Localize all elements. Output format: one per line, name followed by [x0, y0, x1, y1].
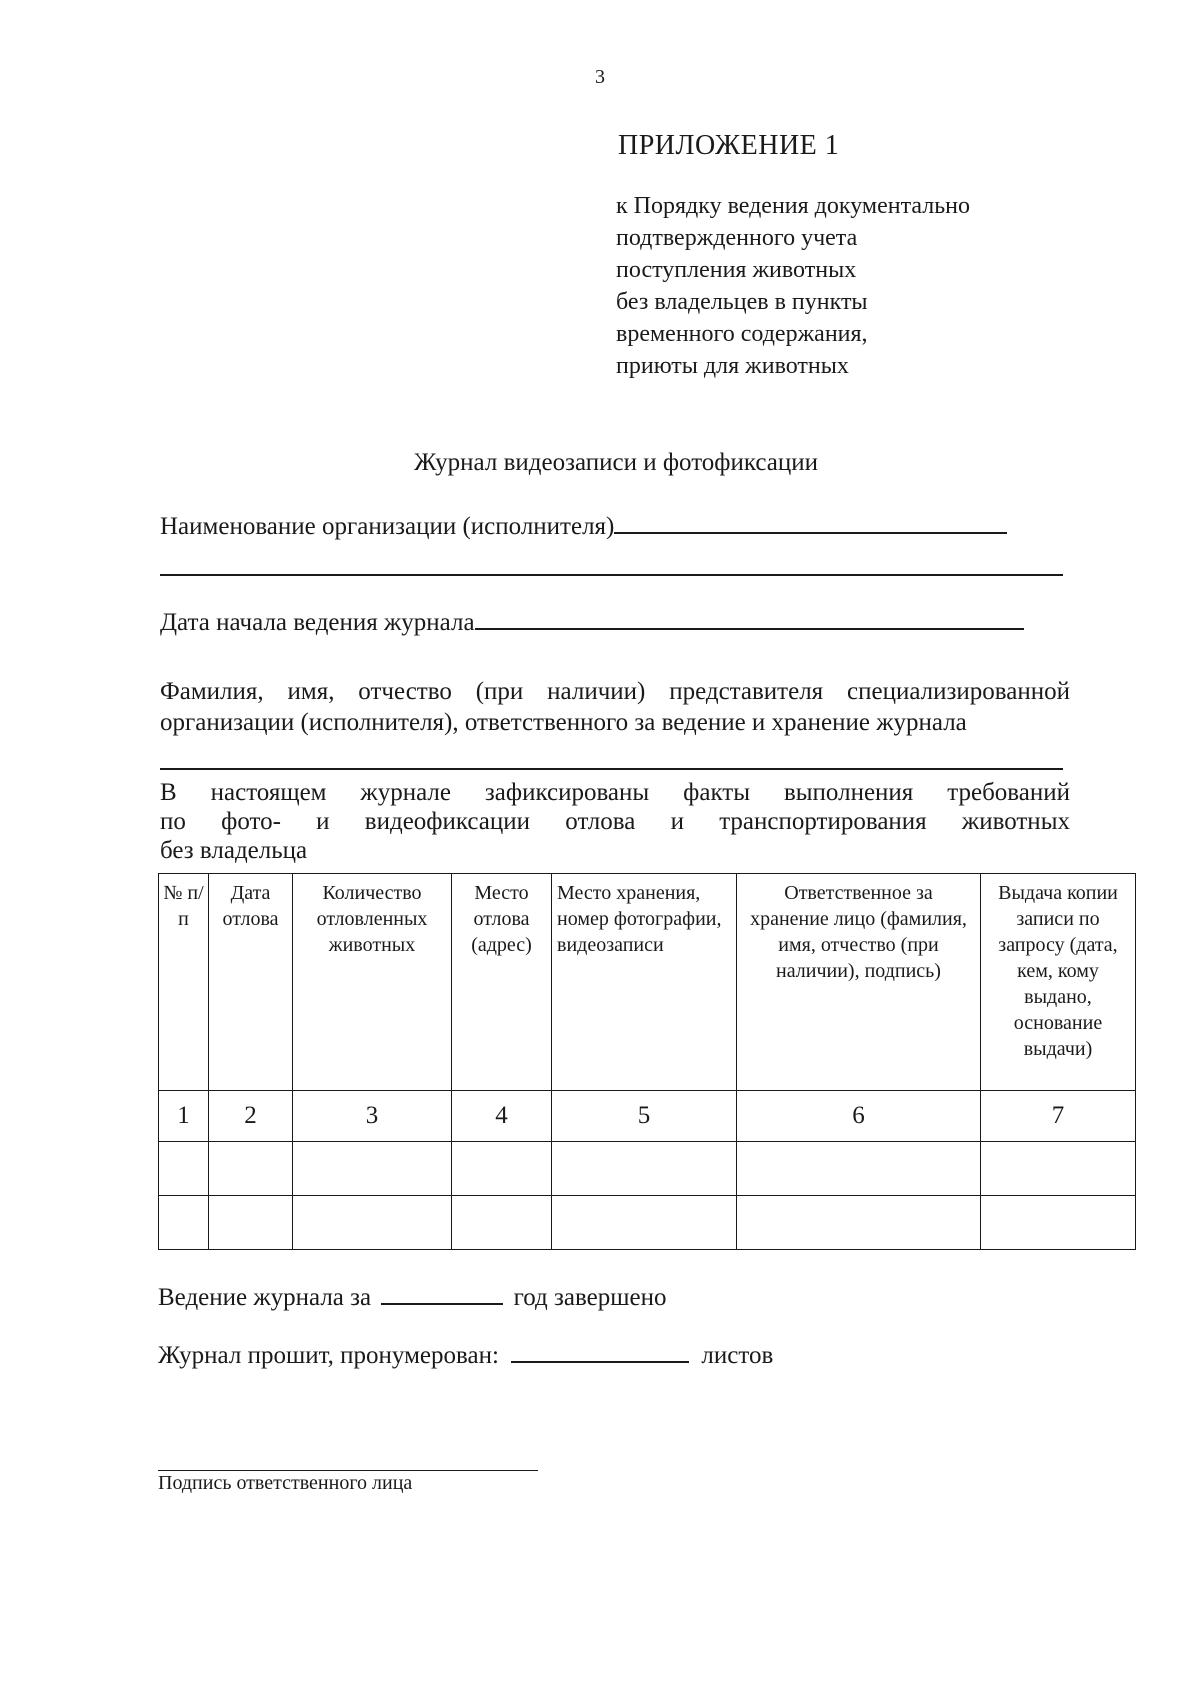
year-suffix: год завершено	[513, 1284, 667, 1311]
statement-line: по фото- и видеофиксации отлова и транспортирования животных	[160, 808, 1070, 835]
table-row	[159, 1196, 1136, 1250]
start-date-label: Дата начала ведения журнала	[160, 609, 475, 636]
table-cell[interactable]	[293, 1142, 452, 1196]
start-date-input-line[interactable]	[475, 608, 1024, 630]
table-cell[interactable]	[159, 1142, 209, 1196]
statement-line: В настоящем журнале зафиксированы факты выполнения требований	[160, 779, 1070, 806]
year-input-line[interactable]	[381, 1283, 503, 1305]
appendix-reference-line: временного содержания,	[616, 321, 868, 347]
column-number: 1	[159, 1091, 209, 1142]
responsible-person-input-line[interactable]	[160, 768, 1063, 770]
header-animal-count: Количество отловленных животных	[293, 874, 452, 1091]
appendix-reference-line: подтвержденного учета	[616, 225, 858, 251]
table-cell[interactable]	[452, 1142, 552, 1196]
sheets-count-line	[158, 1341, 773, 1370]
table-cell[interactable]	[452, 1196, 552, 1250]
responsible-label-line: организации (исполнителя), ответственного за ведение и хранение журнала	[160, 709, 967, 736]
column-number: 2	[209, 1091, 293, 1142]
header-copy-issue: Выдача копии записи по запросу (дата, кем, кому выдано, основание выдачи)	[981, 874, 1136, 1091]
table-cell[interactable]	[737, 1196, 981, 1250]
header-storage-place: Место хранения, номер фотографии, видеозаписи	[552, 874, 737, 1091]
journal-statement	[160, 778, 1070, 865]
table-cell[interactable]	[552, 1142, 737, 1196]
page-number: 3	[595, 66, 605, 88]
start-date-field	[160, 608, 1024, 637]
organization-field	[160, 512, 1007, 541]
organization-continuation-line[interactable]	[160, 574, 1063, 576]
table-column-numbers-row	[159, 1091, 1136, 1142]
table-cell[interactable]	[209, 1142, 293, 1196]
responsible-label-line: Фамилия, имя, отчество (при наличии) представителя специализированной	[160, 678, 1070, 705]
journal-year-line	[158, 1283, 666, 1312]
organization-label: Наименование организации (исполнителя)	[160, 513, 615, 540]
signature-line[interactable]	[158, 1470, 538, 1471]
table-cell[interactable]	[159, 1196, 209, 1250]
table-cell[interactable]	[981, 1142, 1136, 1196]
header-number: № п/п	[159, 874, 209, 1091]
appendix-reference	[616, 190, 970, 382]
appendix-reference-line: поступления животных	[616, 257, 857, 283]
sheets-suffix: листов	[701, 1342, 774, 1369]
appendix-reference-line: приюты для животных	[616, 353, 849, 379]
header-capture-place: Место отлова (адрес)	[452, 874, 552, 1091]
journal-title: Журнал видеозаписи и фотофиксации	[413, 449, 819, 476]
sheets-prefix: Журнал прошит, пронумерован:	[158, 1342, 499, 1369]
signature-caption: Подпись ответственного лица	[158, 1472, 413, 1494]
column-number: 5	[552, 1091, 737, 1142]
table-cell[interactable]	[981, 1196, 1136, 1250]
column-number: 4	[452, 1091, 552, 1142]
sheets-input-line[interactable]	[511, 1341, 689, 1363]
appendix-reference-line: без владельцев в пункты	[616, 289, 868, 315]
table-cell[interactable]	[209, 1196, 293, 1250]
table-cell[interactable]	[293, 1196, 452, 1250]
responsible-person-label	[160, 676, 1070, 738]
header-capture-date: Дата отлова	[209, 874, 293, 1091]
organization-input-line[interactable]	[614, 512, 1007, 534]
year-prefix: Ведение журнала за	[158, 1284, 372, 1311]
statement-line: без владельца	[160, 837, 308, 864]
journal-table	[158, 873, 1136, 1250]
appendix-reference-line: к Порядку ведения документально	[616, 193, 970, 219]
table-row	[159, 1142, 1136, 1196]
table-header-row	[159, 874, 1136, 1091]
table-cell[interactable]	[737, 1142, 981, 1196]
column-number: 7	[981, 1091, 1136, 1142]
table-cell[interactable]	[552, 1196, 737, 1250]
appendix-title: ПРИЛОЖЕНИЕ 1	[618, 130, 840, 161]
column-number: 3	[293, 1091, 452, 1142]
column-number: 6	[737, 1091, 981, 1142]
header-responsible-person: Ответственное за хранение лицо (фамилия, имя, отчество (при наличии), подпись)	[737, 874, 981, 1091]
